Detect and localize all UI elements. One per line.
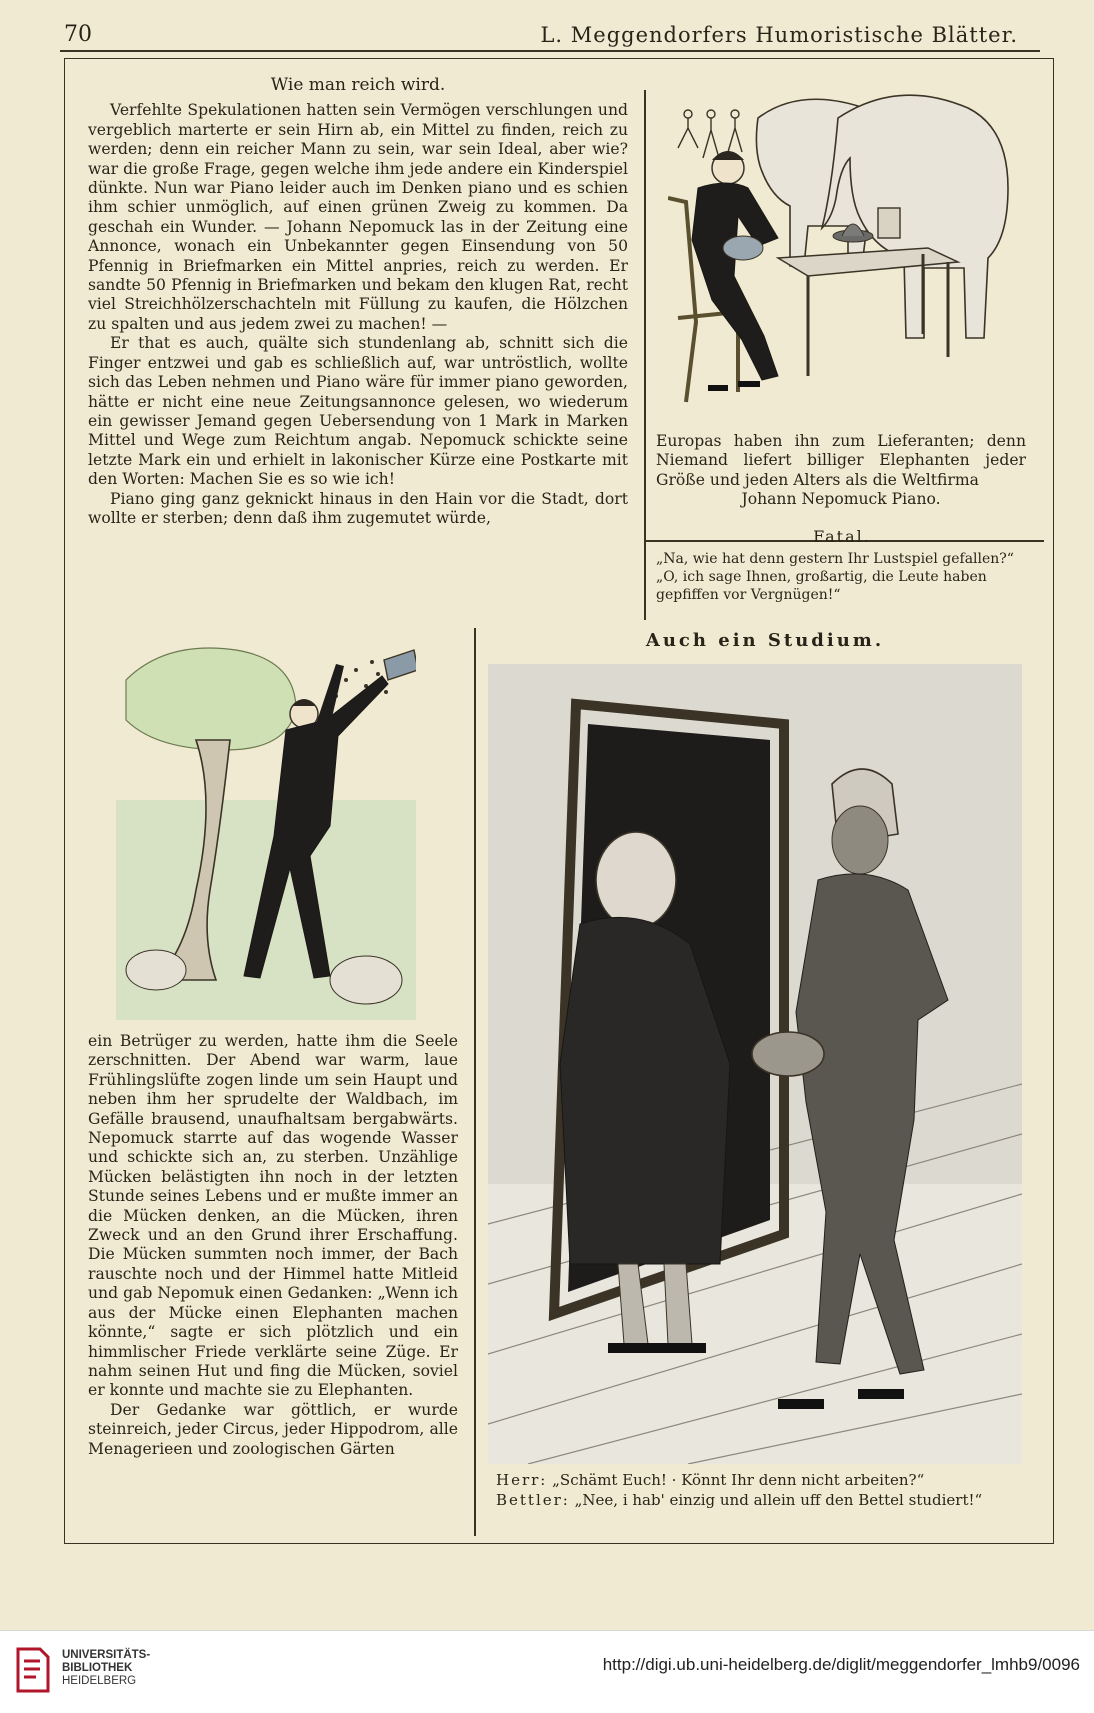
story-title: Wie man reich wird. (270, 75, 446, 95)
caption-herr-text: „Schämt Euch! · Könnt Ihr denn nicht arbeiten?“ (552, 1471, 925, 1489)
library-name-line-1: UNIVERSITÄTS- (62, 1649, 151, 1661)
story-firm-name: Johann Nepomuck Piano. (741, 490, 941, 509)
library-name (62, 1649, 150, 1688)
source-url-link[interactable]: http://digi.ub.uni-heidelberg.de/diglit/meggendorfer_lmhb9/0096 (602, 1655, 1080, 1674)
column-divider-bottom (474, 628, 476, 1536)
university-library-logo-icon (14, 1643, 52, 1695)
journal-title: L. Meggendorfers Humoristische Blätter. (540, 23, 1018, 47)
page-header (60, 18, 1040, 52)
story-column-right (656, 432, 1026, 510)
studium-title: Auch ein Studium. (645, 630, 885, 651)
fatal-line-2: „O, ich sage Ihnen, großartig, die Leute haben gepfiffen vor Vergnügen!“ (656, 569, 987, 603)
story-paragraph-4: ein Betrüger zu werden, hatte ihm die Seele zerschnitten. Der Abend war warm, laue Frühlingslüfte zogen linde um sein Haupt und neben ihm her sprudelte der Waldbach, im Gefälle brausend, unaufhaltsam bergabwärts. Nepomuck starrte auf das wogende Wasser und schickte sich an, zu sterben. Unzählige Mücken belästigten ihn noch in der letzten Stunde seines Lebens und er mußte immer an die Mücken denken, an die Mücken, ihren Zweck und an den Grund ihrer Erschaffung. Die Mücken summten noch immer, der Bach rauschte noch und der Himmel hatte Mitleid und gab Nepomuk einen Gedanken: „Wenn ich aus der Mücke einen Elephanten machen könnte,“ sagte er sich plötzlich und ein himmlischer Friede verklärte seine Züge. Er nahm seinen Hut und fing die Mücken, soviel er konnte und machte sie zu Elephanten. (88, 1032, 458, 1400)
illustration-beggar-at-door (488, 664, 1022, 1464)
story-paragraph-3: Piano ging ganz geknickt hinaus in den Hain vor die Stadt, dort wollte er sterben; denn daß ihm zugemutet würde, (88, 489, 628, 527)
studium-caption (496, 1470, 1036, 1510)
library-footer (0, 1630, 1094, 1713)
story-column-top (88, 76, 628, 528)
library-name-line-3: HEIDELBERG (62, 1675, 137, 1687)
story-column-bottom (88, 1032, 458, 1459)
page-number: 70 (64, 22, 92, 47)
caption-herr-line (496, 1470, 1036, 1490)
fatal-joke (656, 528, 1028, 604)
illustration-catching-mosquitoes (116, 640, 416, 1020)
fatal-line-1: „Na, wie hat denn gestern Ihr Lustspiel gefallen?“ (656, 551, 1014, 567)
illustration-elephant-dealer (668, 88, 1018, 418)
fatal-title: Fatal. (813, 527, 871, 546)
caption-bettler-line (496, 1490, 1036, 1510)
story-paragraph-5: Der Gedanke war göttlich, er wurde steinreich, jeder Circus, jeder Hippodrom, alle Menagerieen und zoologischen Gärten (88, 1400, 458, 1458)
story-paragraph-2: Er that es auch, quälte sich stundenlang ab, schnitt sich die Finger entzwei und gab es schließlich auf, war untröstlich, wollte sich das Leben nehmen und Piano wäre für immer piano geworden, hätte er nicht eine neue Zeitungsannonce gelesen, wo wiederum ein gewisser Jemand gegen Uebersendung von 1 Mark in Marken Mittel und Wege zum Reichtum angab. Nepomuck schickte seine letzte Mark ein und erhielt in lakonischer Kürze eine Postkarte mit den Worten: Machen Sie es so wie ich! (88, 334, 628, 489)
library-name-line-2: BIBLIOTHEK (62, 1662, 133, 1674)
story-paragraph-1: Verfehlte Spekulationen hatten sein Vermögen verschlungen und vergeblich marterte er sein Hirn ab, ein Mittel zu finden, reich zu werden; denn ein reicher Mann zu sein, war sein Ideal, aber wie? war die große Frage, gegen welche ihm jede andere ein Kinderspiel dünkte. Nun war Piano leider auch im Denken piano und es schien ihm schier unmöglich, auf einen grünen Zweig zu kommen. Da geschah ein Wunder. — Johann Nepomuck las in der Zeitung eine Annonce, wonach ein Unbekannter gegen Einsendung von 50 Pfennig in Briefmarken ein Mittel anpries, reich zu werden. Er sandte 50 Pfennig in Briefmarken und bekam den klugen Rat, recht viel Streichhölzerschachteln mit Füllung zu kaufen, die Hölzchen zu spalten und aus jedem zwei zu machen! — (88, 101, 628, 333)
caption-bettler-text: „Nee, i hab' einzig und allein uff den Bettel studiert!“ (574, 1491, 983, 1509)
caption-herr-label: Herr: (496, 1471, 548, 1489)
story-paragraph-6: Europas haben ihn zum Lieferanten; denn Niemand liefert billiger Elephanten jeder Größe und jeden Alters als die Weltfirma (656, 432, 1026, 489)
caption-bettler-label: Bettler: (496, 1491, 570, 1509)
header-rule (60, 50, 1040, 52)
